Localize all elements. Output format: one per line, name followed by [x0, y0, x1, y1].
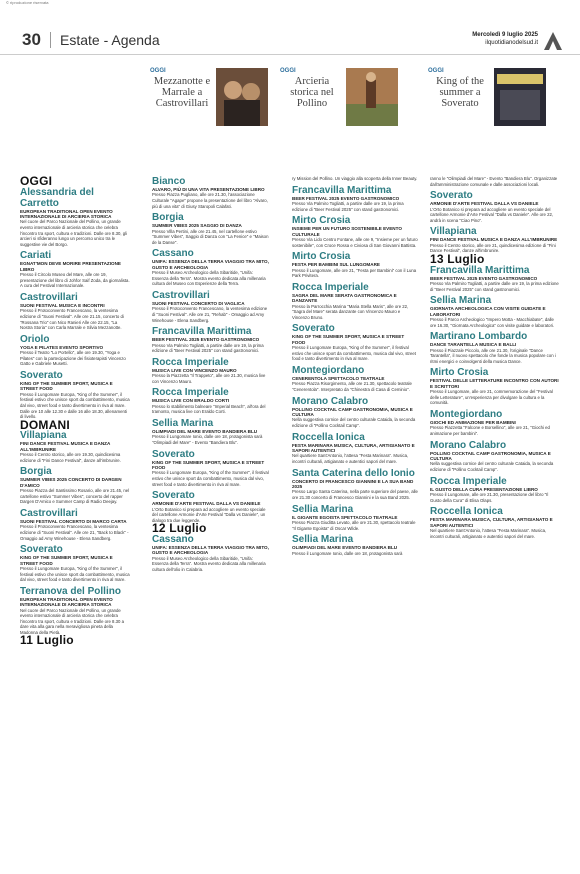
- day-heading: OGGI: [20, 174, 53, 188]
- event-title: CENERENTOLA SPETTACOLO TEATRALE: [292, 375, 385, 381]
- event-entry: [20, 334, 130, 367]
- event-location: Sellia Marina: [430, 295, 492, 307]
- event-location: Oriolo: [20, 333, 50, 345]
- event-entry: [292, 396, 418, 429]
- event-description: Presso il Lungomare Europa, "King of the Summer", il festival estivo che unisce sport da combattimento, musica dal vivo, street food e tanto divertimento in riva al mare.: [20, 565, 130, 583]
- event-entry: [430, 409, 560, 437]
- agenda-column-4: [430, 176, 560, 542]
- event-description: Presso il Lungomare, alle ore 21.30, presentazione del libro "Il Gusto della Cura" di Elisa Olaps.: [430, 491, 549, 503]
- event-title: FINI DANCE FESTIVAL MUSICA E DANZA ALL'IMBRUNIRE: [430, 237, 558, 243]
- event-description: Presso il Lungomare, alle ore 21, commemorazione del "Festival delle Letterature", un'esperienza per divulgare la cultura e la comunità.: [430, 389, 553, 406]
- event-entry: [292, 365, 418, 393]
- agenda-column-1: [20, 176, 130, 646]
- event-title: SAGRA DEL MARE SERATA GASTRONOMICA E DANZANTE: [292, 292, 397, 304]
- event-location: Sellia Marina: [152, 417, 214, 429]
- event-description: Presso il Museo Archeologico della Sibaritide, "Unifa: Essenza della Terra". Mostra evento dedicata alla millenaria cultura dell'olio in Calabria.: [152, 555, 266, 572]
- event-title: FESTA PER BAMBINI SUL LUNGOMARE: [292, 262, 380, 268]
- newspaper-logo-icon: [542, 30, 564, 52]
- day-heading: 12 Luglio: [152, 521, 207, 536]
- event-location: Villapiana: [430, 226, 477, 238]
- event-entry: [152, 357, 270, 385]
- event-location: Rocca Imperiale: [152, 387, 229, 399]
- event-location: Alessandria del Carretto: [20, 186, 94, 209]
- event-title: UNIFA: ESSENZA DELLA TERRA VIAGGIO TRA MITO, GUSTO E ARCHEOLOGIA: [152, 544, 269, 556]
- website-link[interactable]: ilquotidianodelsud.it: [485, 40, 538, 46]
- event-entry: [152, 534, 270, 573]
- event-location: Montegiordano: [430, 408, 503, 420]
- event-description: Presso il Lungomare Europa, "King of the Summer", il festival estivo che unisce sport da combattimento, musica dal vivo, street food e tanto divertimento in riva al mare.: [152, 470, 269, 487]
- event-title: OLIMPIADI DEL MARE EVENTO BANDIERA BLU: [152, 428, 258, 434]
- event-description: Presso Piazzetta "Falcone e Borsellino", alle ore 21, "Giochi ed animazione per bambini".: [430, 425, 550, 436]
- continued-text: ranno le "Olimpiadi del Mare" - Evento "Bandiera Blu". Organizzate dall'amministrazione comunale e dalle associazioni locali.: [430, 176, 558, 187]
- promo-headline: King of the summer a Soverato: [436, 76, 484, 109]
- event-entry: [430, 295, 560, 328]
- event-description: Presso il Lungomare, alle ore 21, "Festa per Bambini" con il Luna Park Privitera.: [292, 267, 417, 279]
- event-location: Villapiana: [20, 430, 67, 442]
- event-location: Mirto Crosia: [292, 251, 351, 263]
- event-location: Soverato: [20, 369, 63, 381]
- event-location: Mirto Crosia: [292, 215, 351, 227]
- event-entry: [292, 468, 418, 501]
- event-location: Roccella Ionica: [430, 506, 503, 518]
- event-location: Francavilla Marittima: [430, 264, 530, 276]
- event-title: KING OF THE SUMMER SPORT, MUSICA E STREET FOOD: [152, 459, 265, 470]
- event-location: Rocca Imperiale: [152, 356, 229, 368]
- event-title: ARMONIE D'ARTE FESTIVAL DALLA VS DANIELE: [152, 501, 261, 507]
- promo-photo: [494, 68, 546, 126]
- event-entry: [430, 331, 560, 364]
- event-title: SUONI FESTIVAL CONCERTO DI VAGLICA: [152, 300, 245, 306]
- event-title: INSIEME PER UN FUTURO SOSTENIBILE EVENTO CULTURALE: [292, 226, 402, 237]
- event-title: EUROPEAN TRADITIONAL OPEN EVENTO INTERNAZIONALE DI ARCIERIA STORICA: [20, 596, 113, 608]
- event-description: Presso il Museo Archeologico della Sibaritide, "Unifa: Essenza della Terra". Mostra evento dedicata alla millenaria cultura del Museo con Esperienze della Terra.: [152, 270, 266, 287]
- event-location: Borgia: [152, 212, 184, 224]
- event-entry: [292, 185, 418, 213]
- event-location: Sellia Marina: [292, 503, 354, 515]
- event-entry: [152, 248, 270, 287]
- day-heading: DOMANI: [20, 417, 70, 432]
- promo-photo: [346, 68, 398, 126]
- event-title: KING OF THE SUMMER SPORT, MUSICA E STREET FOOD: [20, 555, 113, 566]
- issue-date: Mercoledì 9 luglio 2025: [472, 32, 538, 38]
- event-description: Nella suggestiva cornice del centro culturale Cataida, la seconda edizione di "Pollino Cocktail Camp".: [430, 461, 554, 472]
- event-entry: [430, 265, 560, 293]
- event-entry: [20, 586, 130, 636]
- event-description: Presso il Protoconvento Francescano, la ventesima edizione di "Suoni Festival". Alle ore 21, "Rehab" - Omaggio ad Amy Winehouse - Elena Sandberg.: [152, 306, 268, 323]
- event-description: L'Orto Botanico si prepara ad accogliere un evento speciale del cartellone Armonie d'Arte Festival "Dalla vs Daniele". Alle ore 22, andrà in scena "Ciao Pino".: [430, 206, 554, 223]
- event-title: BEER FESTIVAL 2025 EVENTO GASTRONOMICO: [152, 337, 260, 343]
- event-description: L'Orto Botanico si prepara ad accogliere un evento speciale del cartellone Armonie d'Arte Festival "Dalla vs Daniele", un dialogo tra due leggende.: [152, 506, 266, 523]
- event-entry: [152, 490, 270, 523]
- event-location: Sellia Marina: [292, 534, 354, 546]
- event-description: Presso il Teatro "Lo Portello", alle ore 19.30, "Yoga e Pilates" con la partecipazione dei fisioterapisti Vincenzo Gatto e Gabriele Musetti.: [20, 350, 126, 367]
- event-entry: [430, 506, 560, 539]
- promo-headline: Arcieria storica nel Pollino: [290, 76, 334, 109]
- event-description: Presso la Parrocchia Marina "Maria Stella Maris", alle ore 22, "Sagra del Mare" serata danzante con Vincenzo Mauro e Vincenzo Bruno.: [292, 303, 409, 320]
- agenda-column-3: [292, 176, 418, 559]
- event-description: Presso il Circolo Museo del Mare, alle ore 19, presentazione del libro di Johfor Saif Zoda, da giornalista. A cura del Festival Internazionale.: [20, 272, 130, 289]
- event-description: Presso il Parco Archeologico "Impero Motta - Macchiabate", dalle ore 16.30, "Giornata Archeologica" con visite guidate e laboratori.: [430, 316, 555, 328]
- event-entry: [20, 187, 130, 248]
- page-number: 30: [22, 30, 41, 49]
- promo-headline: Mezzanotte e Marrale a Castrovillari: [153, 76, 211, 109]
- event-entry: [292, 215, 418, 248]
- agenda-column-2: [152, 176, 270, 576]
- event-location: Borgia: [20, 466, 52, 478]
- continued-text: ry Mission del Pollino. Un viaggio alla scoperta della Inner Beauty.: [292, 176, 418, 181]
- page-header: [0, 26, 580, 55]
- event-title: GIOCHI ED ANIMAZIONE PER BAMBINI: [430, 419, 516, 425]
- event-entry: [292, 323, 418, 362]
- event-entry: [20, 430, 130, 463]
- event-title: ALVARO, PIÙ DI UNA VITA PRESENTAZIONE LIBRO: [152, 187, 265, 192]
- event-title: POLLINO COCKTAIL CAMP GASTRONOMIA, MUSICA E CULTURA: [430, 450, 551, 461]
- event-description: Presso Largo Santa Caterina, nella parte superiore del paese, alle ore 21.30 concerto di Francesco Giannini e la sua Band 2025.: [292, 489, 418, 500]
- event-entry: [430, 367, 560, 406]
- event-entry: [152, 418, 270, 446]
- event-description: Presso Via Palmiro Togliatti, a partire dalle ore 19, la prima edizione di "Beer Festival 2025" con stand gastronomici.: [430, 280, 559, 292]
- event-entry: [152, 387, 270, 415]
- event-description: Nel cuore del Parco Nazionale del Pollino, un grande evento internazionale di arcieria storica che celebra l'incontro tra sport, cultura e tradizioni. Dalle ore 8.30 a dare vita alla gara nella meravigliosa pineta della Madonna della Pietà.: [20, 607, 124, 635]
- event-location: Montegiordano: [292, 364, 365, 376]
- event-description: Presso il Protoconvento Francescano, la ventesima edizione di "Suoni Festival". Alle ore 21.15, concerto di "Rossana Trio" con Nico Ranieri Alle ore 22.15, "La Nostra Storia" con Carla Marrale e Silvia Mezzanotte.: [20, 308, 124, 331]
- promo-badge: OGGI: [428, 68, 444, 74]
- event-title: BEER FESTIVAL 2025 EVENTO GASTRONOMICO: [292, 195, 400, 201]
- event-title: FESTA MARINARA MUSICA, CULTURA, ARTIGIANATO E SAPORI AUTENTICI: [292, 442, 415, 453]
- event-description: Presso il Centro storico, alle ore 21, quindicesima edizione di "Fini Dance Festival", danze all'imbrunire.: [430, 242, 556, 254]
- event-entry: [430, 476, 560, 504]
- event-location: Castrovillari: [20, 291, 78, 303]
- event-entry: [292, 251, 418, 279]
- event-entry: [20, 292, 130, 331]
- promo-photo: [216, 68, 268, 126]
- event-entry: [20, 544, 130, 583]
- event-location: Morano Calabro: [292, 395, 369, 407]
- event-location: Cassano: [152, 533, 194, 545]
- event-entry: [430, 226, 560, 254]
- event-entry: [292, 432, 418, 465]
- event-entry: [20, 508, 130, 541]
- event-entry: [292, 534, 418, 556]
- event-title: IL GIGANTE EGOISTA SPETTACOLO TEATRALE: [292, 514, 398, 520]
- promo-2[interactable]: [424, 66, 548, 128]
- event-entry: [152, 326, 270, 354]
- event-entry: [152, 176, 270, 209]
- event-title: EUROPEAN TRADITIONAL OPEN EVENTO INTERNAZIONALE DI ARCIERIA STORICA: [20, 208, 113, 219]
- event-title: MUSICA LIVE CON VINCENZO MAURO: [152, 367, 237, 373]
- event-entry: [20, 466, 130, 505]
- event-location: Rocca Imperiale: [292, 281, 369, 293]
- event-title: KING OF THE SUMMER SPORT, MUSICA E STREET FOOD: [292, 334, 405, 345]
- event-description: Presso il Lungomare Ionio, dalle ore 18, protagonista sarà: [292, 550, 403, 556]
- event-entry: [292, 282, 418, 321]
- event-location: Morano Calabro: [430, 439, 507, 451]
- event-title: POLLINO COCKTAIL CAMP GASTRONOMIA, MUSICA E CULTURA: [292, 406, 413, 417]
- event-location: Soverato: [292, 323, 335, 335]
- event-title: MUSICA LIVE CON ERALDO CORTI: [152, 398, 230, 404]
- event-entry: [430, 190, 560, 223]
- event-description: Presso Piazza Giuditta Levato, alle ore 21.30, spettacolo teatrale "Il Gigante Egoista" di Oscar Wilde.: [292, 519, 416, 531]
- event-title: GIORNATA ARCHEOLOGICA CON VISITE GUIDATE E LABORATORI: [430, 306, 546, 317]
- event-description: Nel quartiere Sant'Antonio, l'attesa "Festa Marinara". Musica, incontri culturali, artigianato e autentici sapori del mare.: [292, 453, 409, 464]
- event-title: SUMMER VIBES 2025 CONCERTO DI DARGEN D'AMICO: [20, 477, 122, 488]
- event-location: Soverato: [430, 190, 473, 202]
- event-title: BEER FESTIVAL 2025 EVENTO GASTRONOMICO: [430, 275, 538, 281]
- event-title: FESTA MARINARA MUSICA, CULTURA, ARTIGIANATO E SAPORI AUTENTICI: [430, 517, 553, 528]
- event-description: Presso lo stabilimento balneare "Imperial Beach", all'ora del tramonto, musica live con Eraldo Corti.: [152, 403, 266, 415]
- day-heading: 13 Luglio: [430, 251, 485, 266]
- event-location: Santa Caterina dello Ionio: [292, 467, 415, 479]
- event-description: Presso Piazza Risorgimento, alle ore 21.30, spettacolo teatrale "Cenerentola". Interpretato da "Chinestra di Casa di Ceminio".: [292, 381, 412, 392]
- event-title: SUONI FESTIVAL CONCERTO DI MARCO CARTA: [20, 518, 127, 524]
- event-entry: [430, 440, 560, 473]
- event-description: Presso Piazza Pugliano, alle ore 21.30, l'associazione Culturale "Agape" propone la presentazione del libro "Alvaro, più di una vita" di Giusy Staropoli Calafati.: [152, 192, 268, 209]
- event-entry: [20, 370, 130, 420]
- event-entry: [292, 504, 418, 532]
- event-description: Presso il Lungomare Europa, "King of the Summer", il festival estivo che unisce sport da combattimento, musica dal vivo, street food e tanto divertimento in riva al mare.: [292, 345, 416, 362]
- event-entry: [20, 250, 130, 289]
- event-entry: [152, 212, 270, 245]
- event-title: CONCERTO DI FRANCESCO GIANNINI E LA SUA BAND 2025: [292, 478, 414, 489]
- event-location: Francavilla Marittima: [152, 326, 252, 338]
- event-title: SUONI FESTIVAL MUSICA E INCONTRI: [20, 302, 105, 308]
- event-description: Nel cuore del Parco Nazionale del Pollino, un grande evento internazionale di arcieria storica che celebra l'incontro tra sport, cultura e tradizioni. Dalle ore 8.30, gli arcieri si sfideranno lungo un percorso unico tra le suggestive vie del Borgo.: [20, 219, 128, 247]
- promo-badge: OGGI: [150, 68, 166, 74]
- event-location: Martirano Lombardo: [430, 331, 528, 343]
- event-title: SUMMER VIBES 2025 SAGGIO DI DANZA: [152, 223, 242, 229]
- event-title: EGNAT'MON DEVE MORIRE PRESENTAZIONE LIBRO: [20, 261, 121, 272]
- event-location: Rocca Imperiale: [430, 475, 507, 487]
- copyright-note: © riproduzione riservata: [6, 0, 49, 5]
- event-location: Bianco: [152, 176, 186, 187]
- event-title: IL GUSTO DELLA CURA PRESENTAZIONE LIBRO: [430, 486, 538, 492]
- event-title: OLIMPIADI DEL MARE EVENTO BANDIERA BLU: [292, 545, 398, 551]
- event-description: Presso il Lungomare Ionio, dalle ore 18, protagonista sarà "Olimpiadi del Mare" - Evento "Bandiera Blu".: [152, 434, 263, 445]
- promo-0[interactable]: [146, 66, 270, 128]
- event-description: Presso il Piazzale Piccolo, alle ore 21.30, l'originale "Dance Tarantella", il nuovo spettacolo che fonde la musica popolare con i ritmi energici e coinvolgenti della musica Dance.: [430, 347, 556, 364]
- event-description: Presso il Centro storico, alle ore 19.30, quindicesima edizione di "Fini Dance Festival", danze all'imbrunire.: [20, 452, 121, 463]
- event-title: DANCE TARANTELLA MUSICA E BALLI: [430, 342, 517, 348]
- event-description: Presso il Protoconvento Francescano, la ventesima edizione di "Suoni Festival". Alle ore 21, "Back to Black" - Omaggio ad Amy Winehouse - Elena Sandberg.: [20, 524, 129, 541]
- event-location: Mirto Crosia: [430, 367, 489, 379]
- event-location: Cassano: [152, 248, 194, 260]
- event-entry: [152, 290, 270, 323]
- event-location: Soverato: [20, 544, 63, 556]
- event-entry: [152, 449, 270, 488]
- event-location: Castrovillari: [20, 507, 78, 519]
- event-description: Nella suggestiva cornice del centro culturale Cataida, la seconda edizione di "Pollino Cocktail Camp".: [292, 417, 416, 428]
- event-title: UNIFA: ESSENZA DELLA TERRA VIAGGIO TRA MITO, GUSTO E ARCHEOLOGIA: [152, 259, 269, 270]
- event-location: Terranova del Pollino: [20, 585, 121, 597]
- event-location: Soverato: [152, 490, 195, 502]
- event-description: Presso Via Lido Centro Fontane, alle ore 9, "Insieme per un futuro sostenibile", con Croce Rossa e Civiosa di San Giovanni Battista.: [292, 237, 418, 248]
- event-description: Nel quartiere Sant'Antonio, l'attesa "Festa Marinara". Musica, incontri culturali, artigianato e autentici sapori del mare.: [430, 527, 547, 539]
- event-location: Cariati: [20, 250, 52, 262]
- event-title: FESTIVAL DELLE LETTERATURE INCONTRO CON AUTORI E SCRITTORI: [430, 378, 559, 389]
- event-title: ARMONIE D'ARTE FESTIVAL DALLA VS DANIELE: [430, 201, 539, 207]
- promo-badge: OGGI: [280, 68, 296, 74]
- event-location: Roccella Ionica: [292, 431, 365, 443]
- event-description: Presso Villa Pertini, alle ore 21.45, nel cartellone estivo "Summer Vibes", Saggio di Danza con "La Fenice" e "Maison de la Danse".: [152, 228, 269, 245]
- promo-1[interactable]: [276, 66, 400, 128]
- event-location: Soverato: [152, 448, 195, 460]
- event-description: Presso la Piazzetta "Il Trappeto", alle ore 21.30, musica live con Vincenzo Mauro.: [152, 373, 266, 384]
- event-title: KING OF THE SUMMER SPORT, MUSICA E STREET FOOD: [20, 380, 113, 392]
- event-description: Presso Piazza del Santissimo Rosario, alle ore 21.45, nel cartellone estivo "Summer Vibes", concerto del rapper Dargen D'Amico e Summer Camp di Radio Deejay.: [20, 488, 130, 505]
- header-divider: [50, 32, 51, 48]
- section-title: Estate - Agenda: [60, 32, 160, 48]
- event-description: Presso Via Palmiro Togliatti, a partire dalle ore 19, la prima edizione di "Beer Festival 2025" con stand gastronomici.: [152, 342, 264, 354]
- event-title: YOGA E PILATES EVENTO SPORTIVO: [20, 344, 104, 350]
- event-description: Presso Via Palmiro Togliatti, a partire dalle ore 19, la prima edizione di "Beer Festival 2025" con stand gastronomici.: [292, 201, 404, 212]
- day-heading: 11 Luglio: [20, 633, 74, 648]
- event-description: Presso il Lungomare Europa, "King of the Summer", il festival estivo che unisce sport da combattimento, musica dal vivo, street food e tanto divertimento in riva al mare. Dalle ore 10 alle 12.30 e dalle 16 alle 18.30, allenamenti di livello.: [20, 391, 130, 420]
- event-location: Castrovillari: [152, 289, 210, 301]
- event-title: FINI DANCE FESTIVAL MUSICA E DANZA ALL'IMBRUNIRE: [20, 441, 111, 452]
- event-location: Francavilla Marittima: [292, 184, 392, 196]
